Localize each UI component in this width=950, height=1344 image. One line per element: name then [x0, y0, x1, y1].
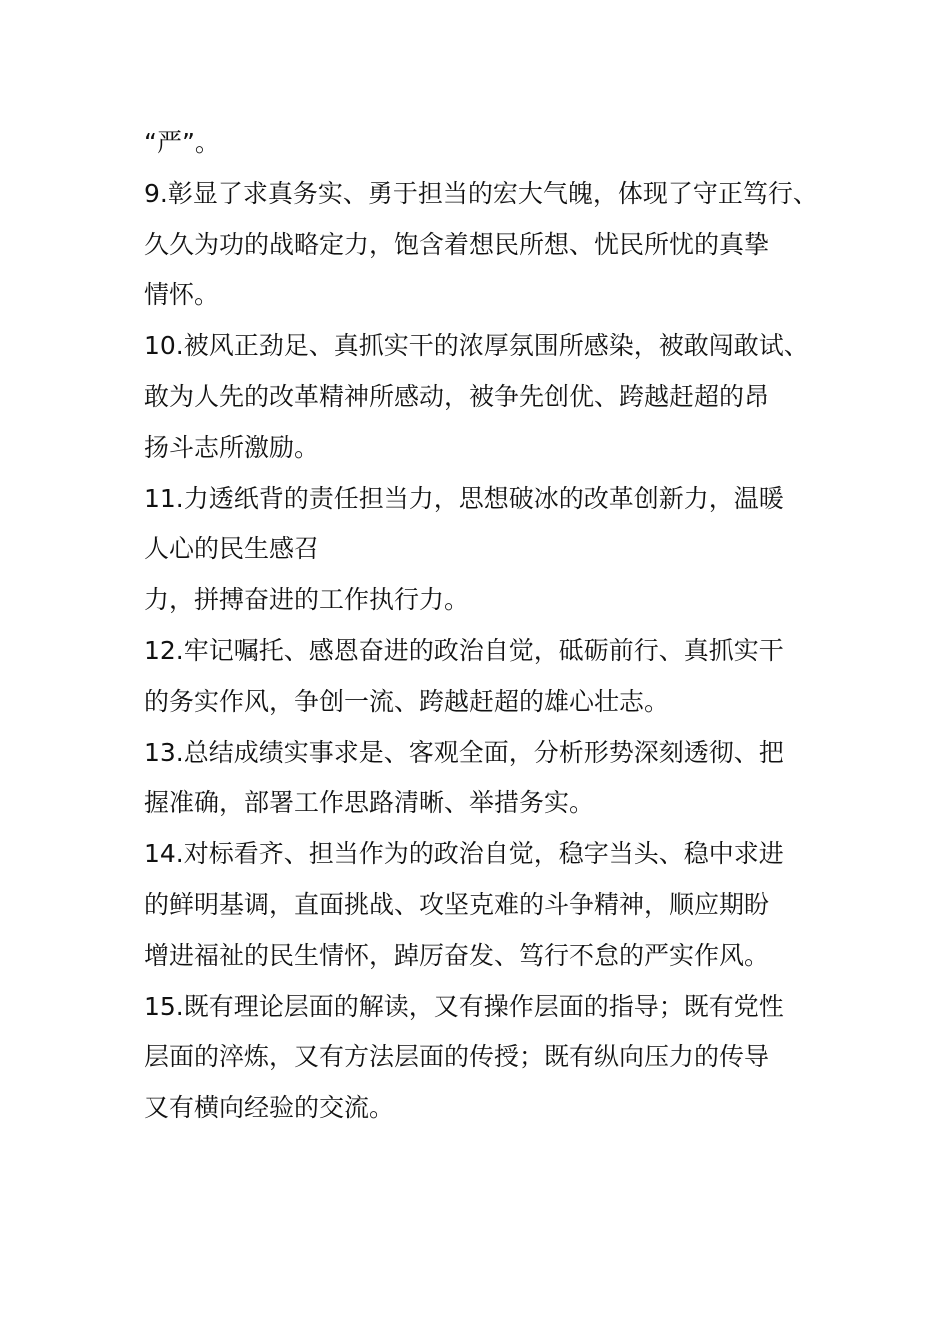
- text-line: 10.被风正劲足、真抓实干的浓厚氛围所感染，被敢闯敢试、: [144, 331, 809, 361]
- text-line: 12.牢记嘱托、感恩奋进的政治自觉，砥砺前行、真抓实干: [144, 635, 784, 665]
- document-body: [144, 118, 834, 1134]
- text-line: 层面的淬炼，又有方法层面的传授；既有纵向压力的传导: [144, 1042, 770, 1072]
- text-line: 14.对标看齐、担当作为的政治自觉，稳字当头、稳中求进: [144, 839, 784, 869]
- text-line: 的务实作风，争创一流、跨越赶超的雄心壮志。: [144, 686, 670, 716]
- text-line: 的鲜明基调，直面挑战、攻坚克难的斗争精神，顺应期盼: [144, 889, 770, 919]
- text-line: 又有横向经验的交流。: [144, 1093, 395, 1123]
- text-line: 15.既有理论层面的解读，又有操作层面的指导；既有党性: [144, 991, 784, 1021]
- text-line: 11.力透纸背的责任担当力，思想破冰的改革创新力，温暖: [144, 483, 784, 513]
- text-line: 扬斗志所激励。: [144, 432, 320, 462]
- text-line: 人心的民生感召: [144, 534, 320, 564]
- text-line: 久久为功的战略定力，饱含着想民所想、忧民所忧的真挚: [144, 229, 770, 259]
- text-line: “严”。: [144, 128, 220, 157]
- text-line: 13.总结成绩实事求是、客观全面，分析形势深刻透彻、把: [144, 737, 784, 767]
- text-line: 握准确，部署工作思路清晰、举措务实。: [144, 788, 595, 818]
- text-line: 力，拼搏奋进的工作执行力。: [144, 585, 470, 615]
- text-line: 9.彰显了求真务实、勇于担当的宏大气魄，体现了守正笃行、: [144, 178, 818, 208]
- text-line: 增进福祉的民生情怀，踔厉奋发、笃行不怠的严实作风。: [144, 940, 770, 970]
- text-line: 敢为人先的改革精神所感动，被争先创优、跨越赶超的昂: [144, 381, 770, 411]
- text-line: 情怀。: [144, 280, 220, 310]
